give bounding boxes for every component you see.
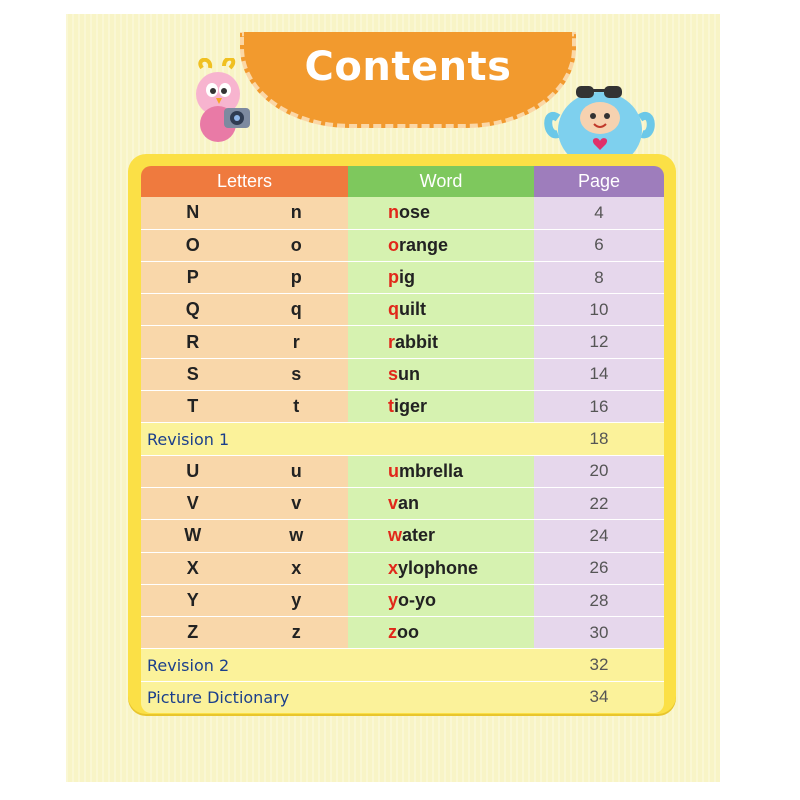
lowercase-letter: p [290, 267, 302, 288]
word-first-letter: w [388, 525, 403, 546]
table-row [141, 552, 664, 584]
word-cell [348, 455, 534, 487]
lowercase-letter: z [291, 622, 301, 643]
word-cell [348, 229, 534, 261]
word-rest: ylophone [398, 557, 479, 578]
dictionary-label: Picture Dictionary [141, 681, 534, 713]
lowercase-letter: r [292, 331, 300, 352]
word-rest: abbit [395, 331, 439, 352]
table-row [141, 617, 664, 649]
lowercase-letter: s [291, 363, 302, 384]
word-first-letter: v [388, 493, 399, 514]
word-rest: oo [397, 622, 419, 643]
page-number: 16 [534, 391, 664, 423]
uppercase-letter: R [186, 331, 200, 352]
word-cell [348, 358, 534, 390]
word-rest: ose [399, 202, 431, 223]
lowercase-letter: t [293, 396, 300, 417]
word-cell [348, 326, 534, 358]
contents-table [141, 166, 664, 713]
table-row [141, 197, 664, 229]
word-cell [348, 584, 534, 616]
word-rest: mbrella [399, 460, 464, 481]
table-row [141, 391, 664, 423]
uppercase-letter: Q [185, 299, 200, 320]
word-first-letter: o [388, 234, 399, 255]
revision-label: Revision 1 [141, 423, 534, 455]
lowercase-letter: n [290, 202, 302, 223]
uppercase-letter: Y [186, 590, 199, 610]
page-number: 28 [534, 584, 664, 616]
title-banner [240, 32, 576, 128]
header-word: Word [348, 166, 534, 197]
word-first-letter: x [388, 557, 399, 578]
word-rest: iger [394, 396, 428, 417]
header-page: Page [534, 166, 664, 197]
uppercase-letter: V [186, 493, 199, 514]
word-cell [348, 197, 534, 229]
letters-cell [141, 229, 348, 261]
word-first-letter: q [388, 299, 399, 320]
letters-cell [141, 552, 348, 584]
word-cell [348, 391, 534, 423]
word-first-letter: n [388, 202, 399, 223]
word-first-letter: u [388, 460, 399, 481]
uppercase-letter: N [186, 202, 200, 223]
revision-row [141, 423, 664, 455]
letters-cell [141, 261, 348, 293]
table-row [141, 294, 664, 326]
word-cell [348, 261, 534, 293]
header-letters: Letters [141, 166, 348, 197]
lowercase-letter: v [291, 493, 302, 514]
table-row [141, 487, 664, 519]
letters-cell [141, 326, 348, 358]
page-number: 30 [534, 617, 664, 649]
word-cell [348, 487, 534, 519]
table-row [141, 261, 664, 293]
page-number: 8 [534, 261, 664, 293]
word-rest: ig [399, 267, 415, 288]
uppercase-letter: X [186, 557, 199, 578]
lowercase-letter: w [289, 525, 304, 546]
page-number: 20 [534, 455, 664, 487]
page-number: 10 [534, 294, 664, 326]
page-number: 24 [534, 520, 664, 552]
word-cell [348, 294, 534, 326]
letters-cell [141, 455, 348, 487]
page-number: 34 [534, 681, 664, 713]
table-row [141, 229, 664, 261]
lowercase-letter: x [291, 557, 302, 578]
word-cell [348, 520, 534, 552]
dictionary-row [141, 681, 664, 713]
word-cell [348, 617, 534, 649]
word-rest: ater [402, 525, 436, 546]
lowercase-letter: y [291, 590, 302, 610]
lowercase-letter: u [290, 460, 302, 481]
page-number: 18 [534, 423, 664, 455]
table-row [141, 520, 664, 552]
page-number: 4 [534, 197, 664, 229]
table-row [141, 584, 664, 616]
letters-cell [141, 617, 348, 649]
word-cell [348, 552, 534, 584]
uppercase-letter: P [186, 267, 199, 288]
revision-label: Revision 2 [141, 649, 534, 681]
page-number: 22 [534, 487, 664, 519]
table-row [141, 358, 664, 390]
word-first-letter: s [388, 363, 399, 384]
bird-with-camera-icon [180, 58, 260, 148]
word-first-letter: r [388, 331, 396, 352]
table-row [141, 326, 664, 358]
word-first-letter: p [388, 267, 399, 288]
page-number: 14 [534, 358, 664, 390]
letters-cell [141, 391, 348, 423]
letters-cell [141, 487, 348, 519]
uppercase-letter: W [184, 525, 202, 546]
lowercase-letter: q [290, 299, 302, 320]
uppercase-letter: O [185, 234, 200, 255]
table-row [141, 455, 664, 487]
letters-cell [141, 520, 348, 552]
word-rest: range [399, 234, 449, 255]
page-number: 32 [534, 649, 664, 681]
letters-cell [141, 294, 348, 326]
page-number: 26 [534, 552, 664, 584]
word-first-letter: z [388, 622, 397, 643]
page-title: Contents [304, 44, 512, 90]
word-first-letter: t [388, 396, 394, 417]
page-number: 12 [534, 326, 664, 358]
revision-row [141, 649, 664, 681]
word-rest: uilt [399, 299, 426, 320]
letters-cell [141, 358, 348, 390]
word-rest: un [398, 363, 421, 384]
word-rest: an [398, 493, 420, 514]
page-number: 6 [534, 229, 664, 261]
word-first-letter: y [388, 590, 399, 610]
letters-cell [141, 584, 348, 616]
uppercase-letter: U [186, 460, 200, 481]
uppercase-letter: Z [187, 622, 199, 643]
lowercase-letter: o [290, 234, 302, 255]
word-rest: o-yo [398, 590, 437, 610]
uppercase-letter: T [187, 396, 199, 417]
letters-cell [141, 197, 348, 229]
table-header [141, 166, 664, 197]
uppercase-letter: S [186, 363, 199, 384]
